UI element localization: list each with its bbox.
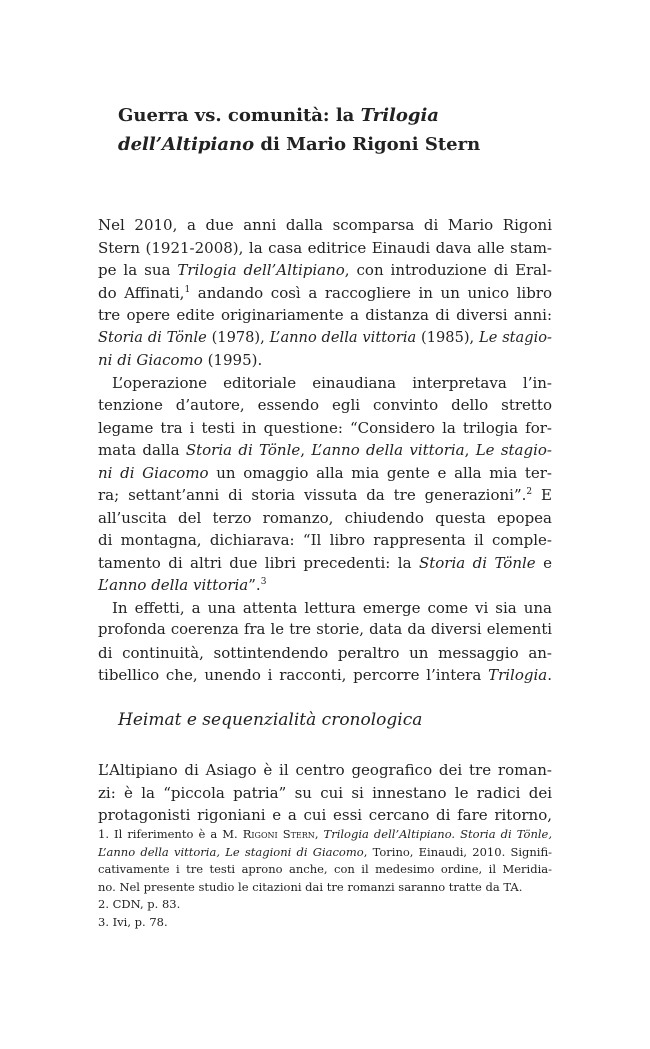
text-line: ra; settant’anni di storia vissuta da tre generazioni”.$^2$ E — [98, 486, 553, 504]
footnote-1-line: no. Nel presente studio le citazioni dai tre romanzi saranno tratte da TA. — [98, 879, 523, 894]
paragraph-2 — [98, 372, 552, 597]
text-line: Nel 2010, a due anni dalla scomparsa di Mario Rigoni — [98, 216, 552, 234]
text-line: L’operazione editoriale einaudiana interpretava l’in- — [112, 373, 552, 392]
text-line: L’anno della vittoria”.$^3$ — [98, 576, 267, 594]
footnotes — [98, 826, 552, 932]
title-italic: Trilogia — [360, 105, 439, 126]
text-line: tamento di altri due libri precedenti: la Storia di Tönle e — [98, 553, 552, 572]
text-line: ni di Giacomo un omaggio alla mia gente e alla mia ter- — [98, 463, 552, 482]
text-line: legame tra i testi in questione: “Considero la trilogia for- — [98, 418, 552, 437]
footnote-1: 1. Il riferimento è a M. Rigoni Stern, Trilogia dell’Altipiano. Storia di Tönle, — [98, 827, 552, 841]
footnote-1-line: cativamente i tre testi aprono anche, con il medesimo ordine, il Meridia- — [98, 862, 552, 877]
text-line: mata dalla Storia di Tönle, L’anno della vittoria, Le stagio- — [98, 441, 552, 459]
text-line: tenzione d’autore, essendo egli convinto dello stretto — [98, 396, 552, 414]
paragraph-3 — [98, 597, 552, 687]
footnote-ref: 1 — [184, 284, 191, 295]
footnote-1-line: L’anno della vittoria, Le stagioni di Giacomo, Torino, Einaudi, 2010. Signifi- — [98, 844, 553, 859]
text-line: ni di Giacomo (1995). — [98, 351, 263, 369]
text-line: pe la sua Trilogia dell’Altipiano, con introduzione di Eral- — [98, 261, 552, 279]
text-line: protagonisti rigoniani e a cui essi cercano di fare ritorno, — [98, 806, 552, 824]
text-line: di montagna, dichiarava: “Il libro rappresenta il comple- — [98, 531, 552, 549]
text-line: Storia di Tönle (1978), L’anno della vittoria (1985), Le stagio- — [98, 328, 552, 346]
text-line: profonda coerenza fra le tre storie, data da diversi elementi — [98, 621, 552, 638]
paragraph-1 — [98, 214, 552, 372]
text-line: tibellico che, unendo i racconti, percorre l’intera Trilogia. — [98, 666, 552, 684]
text-line: Stern (1921-2008), la casa editrice Einaudi dava alle stam- — [98, 238, 552, 257]
text-line: zi: è la “piccola patria” su cui si innestano le radici dei — [98, 783, 552, 802]
footnote-ref: 2 — [526, 487, 533, 497]
text-line: all’uscita del terzo romanzo, chiudendo questa epopea — [98, 508, 552, 527]
text-line: di continuità, sottintendendo peraltro un messaggio an- — [98, 643, 552, 662]
title-italic: dell’Altipiano — [118, 134, 255, 155]
paragraph-4 — [98, 759, 552, 827]
footnote-2: 2. CDN, p. 83. — [98, 897, 181, 912]
text-line: tre opere edite originariamente a distanza di diversi anni: — [98, 306, 552, 324]
text-line: do Affinati,$^1$ andando così a raccogliere in un unico libro — [98, 283, 552, 302]
section-heading: Heimat e sequenzialità cronologica — [118, 710, 423, 730]
footnote-ref: 3 — [260, 577, 267, 587]
text-line: L’Altipiano di Asiago è il centro geografico dei tre roman- — [98, 761, 552, 779]
footnote-3: 3. Ivi, p. 78. — [98, 914, 168, 929]
text-line: In effetti, a una attenta lettura emerge come vi sia una — [112, 598, 552, 617]
title-text: Guerra vs. comunità: la — [118, 105, 361, 126]
title-text: di Mario Rigoni Stern — [254, 134, 481, 155]
chapter-title — [118, 101, 558, 159]
